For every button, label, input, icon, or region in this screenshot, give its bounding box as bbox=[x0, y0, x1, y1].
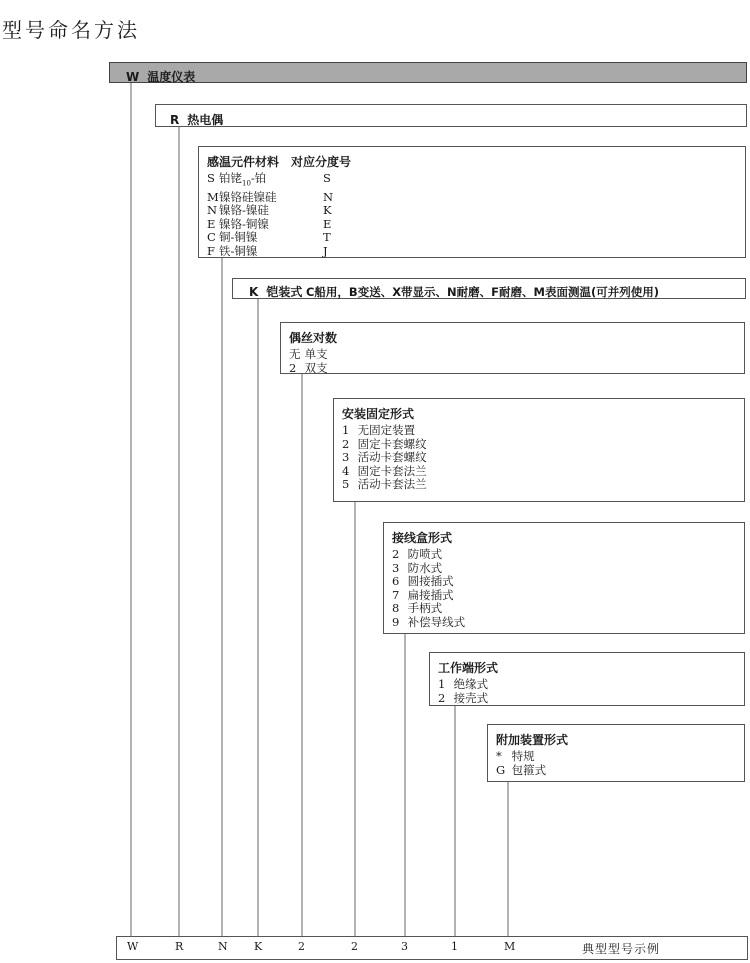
armor-description: C船用，B变送、X带显示、N耐磨、F耐磨、M表面测温(可并列使用) bbox=[305, 285, 659, 299]
material-name bbox=[219, 204, 323, 218]
junction-item bbox=[392, 575, 744, 589]
material-item bbox=[207, 172, 745, 191]
mount-item-code: 2 bbox=[342, 436, 350, 451]
junction-item-code: 8 bbox=[392, 601, 400, 615]
junction-item-text: 补偿导线式 bbox=[407, 614, 466, 629]
material-item bbox=[207, 231, 745, 245]
mount-item-text: 活动卡套螺纹 bbox=[357, 450, 427, 464]
mount-box bbox=[333, 398, 745, 502]
material-code: M bbox=[207, 189, 219, 204]
example-code: N bbox=[218, 940, 228, 953]
pairs-box bbox=[280, 322, 745, 374]
end-item-text: 绝缘式 bbox=[453, 677, 489, 691]
mount-item-code: 3 bbox=[342, 450, 350, 464]
mount-item bbox=[342, 424, 744, 438]
armor-box bbox=[232, 278, 746, 299]
junction-item-code: 9 bbox=[392, 614, 400, 629]
material-name bbox=[219, 245, 323, 259]
junction-item bbox=[392, 616, 744, 630]
graduation-code: E bbox=[323, 216, 332, 231]
extra-header: 附加装置形式 bbox=[496, 733, 569, 747]
pairs-list bbox=[289, 348, 744, 375]
junction-item-code: 7 bbox=[392, 587, 400, 602]
graduation-code: N bbox=[323, 189, 334, 204]
example-code: W bbox=[127, 940, 139, 953]
mount-item-code: 1 bbox=[342, 423, 350, 437]
example-code: 2 bbox=[351, 940, 358, 953]
material-name bbox=[219, 172, 323, 191]
junction-box bbox=[383, 522, 745, 634]
junction-item bbox=[392, 602, 744, 616]
armor-code: K bbox=[249, 285, 259, 299]
armor-label: 铠装式 bbox=[266, 285, 303, 299]
material-item bbox=[207, 191, 745, 205]
graduation-code: S bbox=[323, 171, 331, 185]
junction-item-text: 防水式 bbox=[407, 560, 443, 575]
example-label: 典型型号示例 bbox=[582, 942, 661, 956]
end-header: 工作端形式 bbox=[438, 661, 499, 675]
junction-header: 接线盒形式 bbox=[392, 531, 453, 545]
material-name-main: 镍铬-镍硅 bbox=[219, 203, 269, 218]
sub-label: 热电偶 bbox=[187, 113, 224, 127]
end-box bbox=[429, 652, 745, 706]
material-box bbox=[198, 146, 746, 258]
mount-item bbox=[342, 438, 744, 452]
pairs-item bbox=[289, 362, 744, 376]
mount-header: 安装固定形式 bbox=[342, 407, 415, 421]
sub-code: R bbox=[170, 113, 180, 127]
example-code: 1 bbox=[451, 940, 458, 953]
graduation-code: J bbox=[323, 243, 328, 258]
material-header: 感温元件材料 对应分度号 bbox=[207, 155, 352, 169]
end-item-code: 1 bbox=[438, 677, 446, 691]
mount-item-text: 活动卡套法兰 bbox=[357, 477, 427, 491]
end-item-text: 接壳式 bbox=[453, 690, 489, 705]
material-name-sub: 10 bbox=[242, 179, 251, 188]
material-name bbox=[219, 218, 323, 232]
sub-category-box bbox=[155, 104, 747, 127]
junction-item-code: 2 bbox=[392, 547, 400, 561]
material-code: S bbox=[207, 171, 215, 185]
extra-item-text: 特规 bbox=[511, 749, 535, 763]
main-code: W bbox=[126, 70, 140, 84]
material-item bbox=[207, 218, 745, 232]
example-code: M bbox=[504, 940, 516, 953]
extra-item bbox=[496, 750, 744, 764]
material-code: F bbox=[207, 243, 215, 258]
junction-item bbox=[392, 589, 744, 603]
material-name-main: 铁-铜镍 bbox=[219, 243, 258, 258]
junction-item-code: 6 bbox=[392, 574, 400, 588]
end-item bbox=[438, 692, 744, 706]
mount-item-text: 固定卡套法兰 bbox=[357, 463, 427, 478]
graduation-code: T bbox=[323, 230, 331, 245]
extra-item bbox=[496, 764, 744, 778]
junction-item bbox=[392, 548, 744, 562]
junction-item-text: 防喷式 bbox=[407, 547, 443, 561]
junction-item-code: 3 bbox=[392, 560, 400, 575]
material-name-main: 铜-铜镍 bbox=[219, 230, 258, 245]
mount-item bbox=[342, 478, 744, 492]
mount-item-code: 4 bbox=[342, 463, 350, 478]
mount-item bbox=[342, 465, 744, 479]
material-name-tail: -铂 bbox=[250, 171, 267, 185]
end-item-code: 2 bbox=[438, 690, 446, 705]
pairs-item bbox=[289, 348, 744, 362]
material-name-main: 铂铑 bbox=[219, 171, 242, 185]
pairs-item-text: 单支 bbox=[304, 347, 328, 361]
junction-list bbox=[392, 548, 744, 629]
example-code: K bbox=[254, 940, 263, 953]
graduation-code: K bbox=[323, 203, 332, 218]
pairs-item-code: 2 bbox=[289, 360, 297, 375]
material-code: C bbox=[207, 230, 216, 245]
example-code: 2 bbox=[298, 940, 305, 953]
material-item bbox=[207, 245, 745, 259]
mount-item-text: 固定卡套螺纹 bbox=[357, 436, 427, 451]
mount-item-code: 5 bbox=[342, 477, 350, 491]
extra-item-text: 包箍式 bbox=[511, 762, 547, 777]
material-name bbox=[219, 231, 323, 245]
material-name bbox=[219, 191, 323, 205]
end-list bbox=[438, 678, 744, 705]
pairs-item-code: 无 bbox=[289, 347, 301, 361]
pairs-item-text: 双支 bbox=[304, 360, 328, 375]
material-name-main: 镍铬硅镍硅 bbox=[219, 189, 277, 204]
main-label: 温度仪表 bbox=[147, 70, 196, 84]
extra-box bbox=[487, 724, 745, 782]
junction-item-text: 扁接插式 bbox=[407, 587, 454, 602]
page-title: 型号命名方法 bbox=[2, 18, 140, 42]
junction-item-text: 手柄式 bbox=[407, 601, 443, 615]
mount-item-text: 无固定装置 bbox=[357, 423, 416, 437]
material-name-main: 镍铬-铜镍 bbox=[219, 216, 269, 231]
extra-item-code: * bbox=[496, 749, 502, 763]
mount-item bbox=[342, 451, 744, 465]
junction-item-text: 圆接插式 bbox=[407, 574, 454, 588]
main-category-box bbox=[109, 62, 747, 83]
pairs-header: 偶丝对数 bbox=[289, 331, 338, 345]
end-item bbox=[438, 678, 744, 692]
junction-item bbox=[392, 562, 744, 576]
example-code: R bbox=[175, 940, 184, 953]
material-code: E bbox=[207, 216, 216, 231]
material-list bbox=[207, 172, 745, 258]
mount-list bbox=[342, 424, 744, 492]
extra-list bbox=[496, 750, 744, 777]
example-code: 3 bbox=[401, 940, 408, 953]
material-code: N bbox=[207, 203, 218, 218]
extra-item-code: G bbox=[496, 762, 506, 777]
material-item bbox=[207, 204, 745, 218]
